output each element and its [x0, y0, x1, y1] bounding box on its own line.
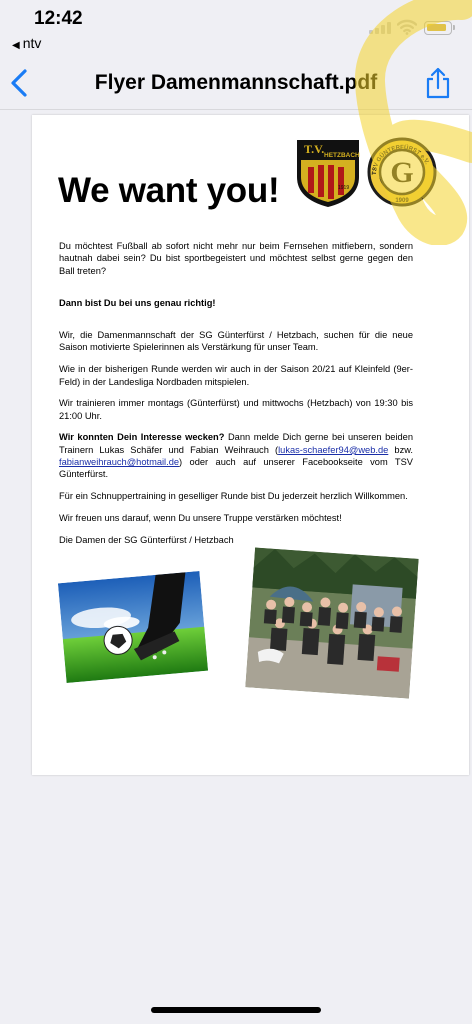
contact-bold-text: Wir konnten Dein Interesse wecken?: [59, 432, 225, 443]
back-triangle-icon: ◀: [12, 40, 20, 51]
soccer-photo: [58, 571, 208, 683]
team-photo: [245, 547, 418, 698]
svg-text:1909: 1909: [395, 198, 409, 204]
back-to-app-link[interactable]: [12, 35, 41, 51]
paragraph-intro: Du möchtest Fußball ab sofort nicht mehr nur beim Fernsehen mitfiebern, sondern hautnah dabei sein? Du bist sportbegeistert und möchtest selbst gerne gegen den Ball treten?: [59, 241, 413, 276]
paragraph-welcome: Für ein Schnuppertraining in geselliger Runde bist Du jederzeit herzlich Willkommen.: [59, 491, 408, 502]
cellular-signal-icon: [369, 22, 391, 34]
battery-icon: [424, 21, 452, 35]
tv-hetzbach-logo: [294, 137, 362, 209]
paragraph-contact: [59, 431, 413, 480]
pdf-page[interactable]: [32, 115, 469, 775]
callout-bold-text: Dann bist Du bei uns genau richtig!: [59, 297, 216, 308]
contact-text-c: ) oder auch auf unserer Facebookseite vom TSV Günterfürst.: [59, 457, 413, 480]
email-link-lukas[interactable]: lukas-schaefer94@web.de: [278, 444, 389, 455]
svg-text:T.V.: T.V.: [304, 142, 325, 156]
contact-text-b: bzw.: [388, 444, 414, 455]
wifi-icon: [397, 19, 417, 35]
paragraph-callout: [59, 297, 413, 309]
status-time: 12:42: [34, 8, 83, 29]
navigation-bar: [0, 58, 472, 110]
email-link-fabian[interactable]: fabianweihrauch@hotmail.de: [59, 457, 180, 468]
paragraph-season: Wie in der bisherigen Runde werden wir auch in der Saison 20/21 auf Kleinfeld (9er-Feld) in der Landesliga Nordbaden mitspielen.: [59, 364, 413, 387]
flyer-headline: We want you!: [58, 171, 280, 210]
svg-text:HETZBACH: HETZBACH: [324, 152, 360, 159]
svg-text:1919: 1919: [338, 185, 350, 191]
paragraph-signature: Die Damen der SG Günterfürst / Hetzbach: [59, 534, 234, 545]
status-bar: [0, 0, 472, 58]
svg-text:TSV GÜNTERFÜRST e.V.: TSV GÜNTERFÜRST e.V.: [371, 144, 430, 176]
tsv-guenterfuerst-logo: [367, 135, 437, 209]
document-title: Flyer Damenmannschaft.pdf: [94, 71, 378, 94]
paragraph-team: Wir, die Damenmannschaft der SG Günterfürst / Hetzbach, suchen für die neue Saison motivierte Spielerinnen als Verstärkung für unser Team.: [59, 330, 413, 353]
home-indicator[interactable]: [151, 1007, 321, 1013]
contact-text-a: Dann melde Dich gerne bei unseren beiden Trainern Lukas Schäfer und Fabian Weihrauch (: [59, 432, 413, 455]
back-app-label: ntv: [22, 35, 42, 51]
paragraph-closing: Wir freuen uns darauf, wenn Du unsere Truppe verstärken möchtest!: [59, 512, 342, 523]
svg-text:G: G: [390, 156, 414, 189]
back-button[interactable]: [8, 68, 32, 98]
share-button[interactable]: [424, 66, 452, 100]
flyer-body: [59, 240, 413, 556]
paragraph-training: Wir trainieren immer montags (Günterfürst) und mittwochs (Hetzbach) von 19:30 bis 21:00 Uhr.: [59, 398, 413, 421]
